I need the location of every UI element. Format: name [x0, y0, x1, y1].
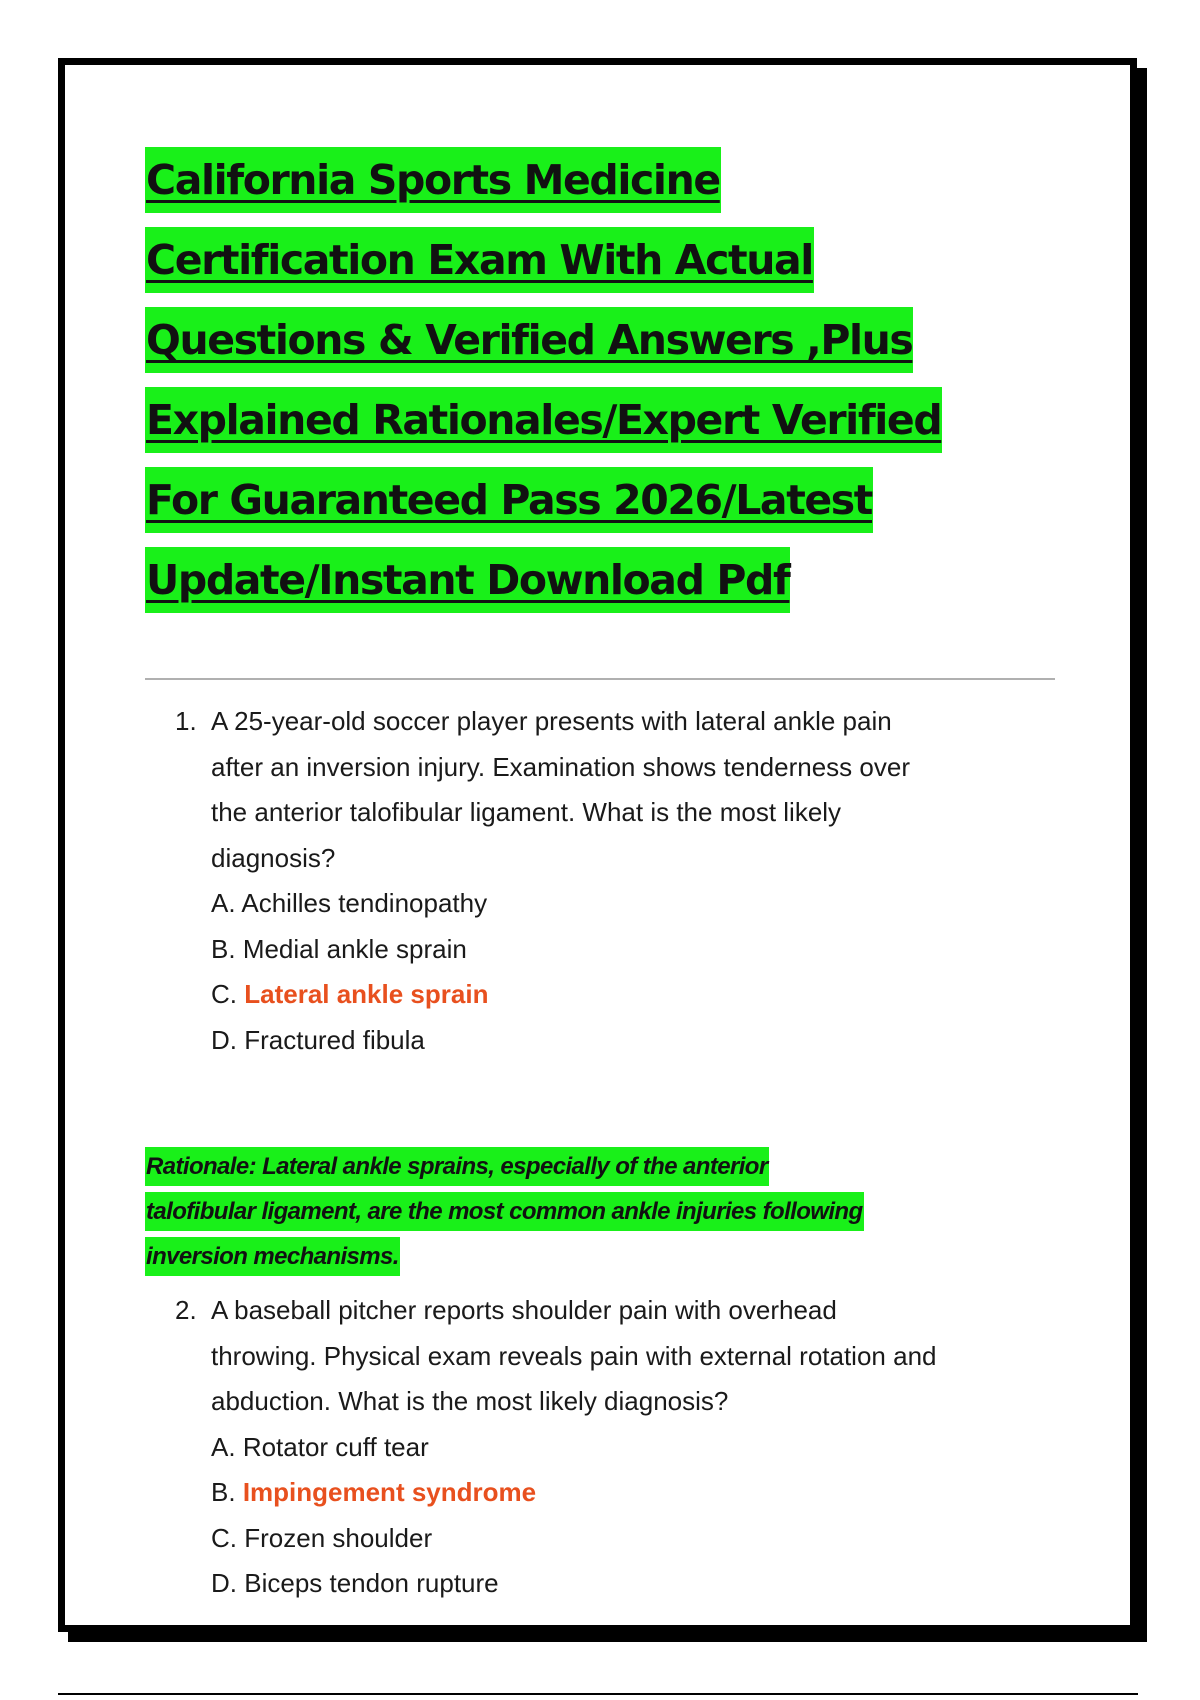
answer-option-d — [211, 1018, 1061, 1064]
correct-answer-text: Impingement syndrome — [242, 1477, 537, 1507]
option-letter: A. — [211, 1431, 236, 1462]
rationale-block — [145, 1147, 1065, 1282]
option-letter: C. — [211, 979, 237, 1009]
question-text-line: throwing. Physical exam reveals pain with external rotation and — [211, 1340, 937, 1371]
option-text: Fractured fibula — [244, 1024, 425, 1055]
title-line: California Sports Medicine — [145, 147, 1065, 227]
question-text-line: the anterior talofibular ligament. What is the most likely — [211, 797, 842, 827]
rationale-line: Rationale: Lateral ankle sprains, especially of the anterior — [145, 1147, 1065, 1192]
option-text: Biceps tendon rupture — [244, 1568, 499, 1598]
option-text: Achilles tendinopathy — [241, 888, 488, 918]
page-bottom-rule — [58, 1693, 1138, 1695]
question-text-line: abduction. What is the most likely diagnosis? — [211, 1386, 729, 1416]
option-letter: C. — [211, 1522, 237, 1553]
answer-option-d — [211, 1561, 1061, 1607]
correct-answer-text: Lateral ankle sprain — [244, 979, 489, 1009]
rationale-line: inversion mechanisms. — [145, 1237, 1065, 1282]
question-number: 2. — [175, 1295, 197, 1325]
document-title — [145, 147, 1065, 627]
option-letter: A. — [211, 888, 236, 918]
option-text: Medial ankle sprain — [242, 933, 467, 964]
option-letter: B. — [211, 1477, 236, 1507]
option-letter: D. — [211, 1024, 237, 1055]
answer-option-a — [211, 881, 1061, 927]
option-letter: B. — [211, 933, 236, 964]
document-page — [58, 58, 1137, 1632]
answer-option-a — [211, 1425, 1061, 1471]
rationale-line: talofibular ligament, are the most common ankle injuries following — [145, 1192, 1065, 1237]
option-text: Frozen shoulder — [244, 1522, 433, 1553]
question-text-line: diagnosis? — [211, 842, 336, 873]
question-text-line: A 25-year-old soccer player presents with lateral ankle pain — [211, 706, 892, 736]
answer-option-c — [211, 972, 1061, 1018]
question-number: 1. — [175, 706, 197, 736]
option-letter: D. — [211, 1568, 237, 1598]
option-text: Rotator cuff tear — [242, 1431, 429, 1462]
question-text-line: after an inversion injury. Examination shows tenderness over — [211, 751, 910, 782]
title-line: Explained Rationales/Expert Verified — [145, 387, 1065, 467]
title-line: Certification Exam With Actual — [145, 227, 1065, 307]
answer-option-b — [211, 1470, 1061, 1516]
answer-option-c — [211, 1516, 1061, 1562]
title-line: Update/Instant Download Pdf — [145, 547, 1065, 627]
title-line: Questions & Verified Answers ,Plus — [145, 307, 1065, 387]
answer-option-b — [211, 927, 1061, 973]
question-text-line: A baseball pitcher reports shoulder pain with overhead — [211, 1295, 837, 1325]
question-body — [211, 1288, 1061, 1607]
question-body — [211, 699, 1061, 1063]
section-divider — [145, 678, 1055, 680]
title-line: For Guaranteed Pass 2026/Latest — [145, 467, 1065, 547]
